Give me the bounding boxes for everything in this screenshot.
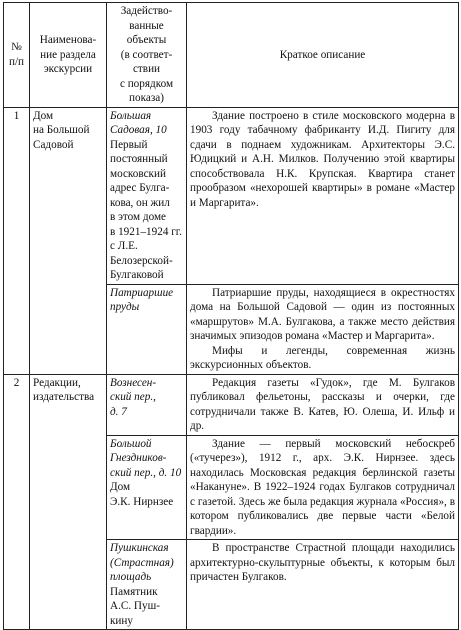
excursion-table [3, 2, 459, 630]
object-cell [107, 374, 187, 435]
object-name: Пушкинская (Страстная) площадь [110, 542, 174, 583]
table-row [4, 374, 459, 435]
description-cell [187, 374, 459, 435]
object-note: Памятник А.С. Пуш- кину [110, 585, 160, 627]
description-paragraph: Мифы и легенды, современная жизнь экскурсионных объектов. [190, 344, 455, 371]
object-cell [107, 284, 187, 374]
section-title: Дом на Большой Садовой [30, 107, 107, 374]
section-title: Редакции, издательства [30, 374, 107, 630]
object-note: Дом Э.К. Нирнзее [110, 481, 174, 508]
description-cell [187, 435, 459, 540]
header-section: Наименова- ние раздела экскурсии [30, 3, 107, 108]
header-num: № п/п [4, 3, 30, 108]
object-cell [107, 540, 187, 630]
section-number: 1 [4, 107, 30, 374]
object-cell [107, 107, 187, 284]
section-number: 2 [4, 374, 30, 630]
header-objects: Задейство- ванные объекты (в соответ- ствии с порядком показа) [107, 3, 187, 108]
table-row [4, 107, 459, 284]
description-cell [187, 284, 459, 374]
description-paragraph: В пространстве Страстной площади находились архитектурно-скульптурные объекты, к которым был причастен Булгаков. [190, 542, 455, 583]
header-row [4, 3, 459, 108]
object-name: Патриаршие пруды [110, 286, 174, 313]
description-paragraph: Здание — первый московский небоскреб («тучерез»), 1912 г., арх. Э.К. Нирнзее. здесь находилась Московская редакция берлинской газеты «Накануне». В 1922–1924 годах Булгаков сотрудничал с газетой. Здесь же была редакция журнала «Россия», в котором публиковались две первые части «Белой гвардии». [190, 437, 455, 537]
description-paragraph: Здание построено в стиле московского модерна в 1903 году табачному фабриканту И.Д. Пигиту для сдачи в поднаем художникам. Архитекторы Э.С. Юдицкий и А.Н. Милков. Получению этой квартиры способствовала Н.К. Крупская. Квартира станет прообразом «нехорошей квартиры» в романе «Мастер и Маргарита». [190, 109, 455, 209]
description-paragraph: Патриаршие пруды, находящиеся в окрестностях дома на Большой Садовой — один из постоянных «маршрутов» М.А. Булгакова, а также место действия значимых эпизодов романа «Мастер и Маргарита». [190, 286, 455, 342]
object-name: Большой Гнездников- ский пер., д. 10 [110, 437, 182, 479]
object-cell [107, 435, 187, 540]
header-description: Краткое описание [187, 3, 459, 108]
description-cell [187, 107, 459, 284]
object-note: Первый постоянный московский адрес Булга- кова, он жил в этом доме в 1921–1924 гг. с Л.Е. Белозерской- Булгаковой [110, 138, 182, 281]
description-paragraph: Редакция газеты «Гудок», где М. Булгаков публиковал фельетоны, рассказы и очерки, где сотрудничали также В. Катев, Ю. Олеша, И. Ильф и др. [190, 376, 455, 432]
object-name: Вознесен- ский пер., д. 7 [110, 376, 157, 418]
description-cell [187, 540, 459, 630]
object-name: Большая Садовая, 10 [110, 109, 167, 136]
